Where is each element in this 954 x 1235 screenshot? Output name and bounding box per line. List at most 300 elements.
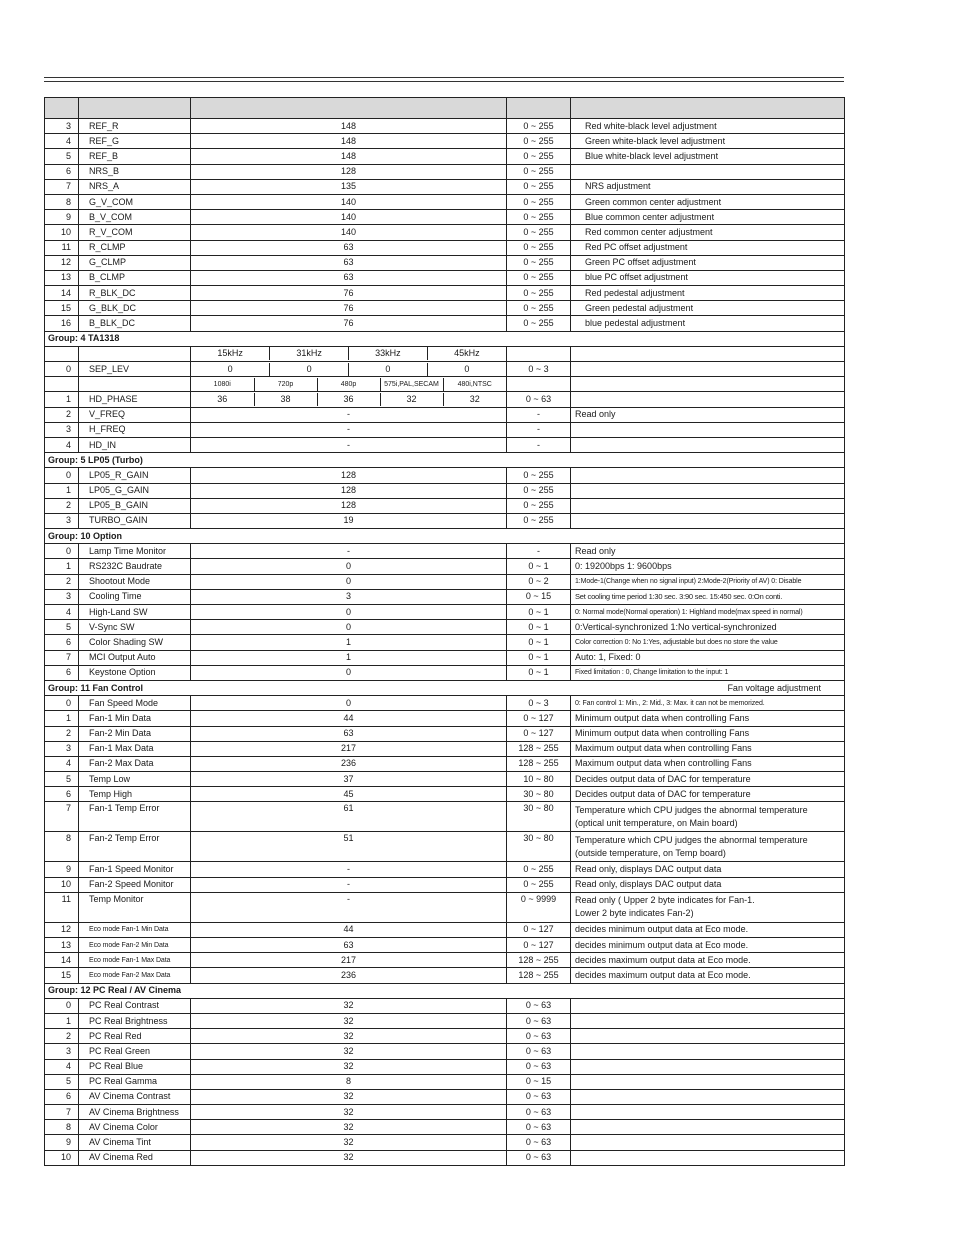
description xyxy=(571,164,845,179)
description xyxy=(571,1013,845,1028)
register-name: R_CLMP xyxy=(79,240,191,255)
row-number: 5 xyxy=(45,149,79,164)
row-number: 4 xyxy=(45,756,79,771)
default-value: 76 xyxy=(191,316,507,331)
register-name: R_V_COM xyxy=(79,225,191,240)
value-range: 0 ~ 255 xyxy=(507,468,571,483)
table-row xyxy=(45,1135,845,1150)
register-name: PC Real Brightness xyxy=(79,1013,191,1028)
table-row xyxy=(45,483,845,498)
header-cell-data xyxy=(191,98,507,119)
group-heading-row xyxy=(45,453,845,468)
value-range: 0 ~ 255 xyxy=(507,164,571,179)
register-name: Temp Monitor xyxy=(79,892,191,922)
table-row xyxy=(45,862,845,877)
value-range: 0 ~ 127 xyxy=(507,726,571,741)
row-number: 2 xyxy=(45,1029,79,1044)
row-number: 5 xyxy=(45,772,79,787)
group-note: Fan voltage adjustment xyxy=(727,682,821,693)
register-name: LP05_G_GAIN xyxy=(79,483,191,498)
sub-value: 480p xyxy=(317,378,380,391)
register-name: REF_R xyxy=(79,119,191,134)
description: NRS adjustment xyxy=(571,179,845,194)
register-name: RS232C Baudrate xyxy=(79,559,191,574)
row-number: 7 xyxy=(45,1105,79,1120)
description xyxy=(571,1150,845,1165)
table-row xyxy=(45,620,845,635)
description xyxy=(571,1120,845,1135)
table-header-row xyxy=(45,98,845,119)
default-value: 236 xyxy=(191,756,507,771)
default-value: 128 xyxy=(191,164,507,179)
default-value: 128 xyxy=(191,498,507,513)
default-value: 45 xyxy=(191,787,507,802)
value-range: 0 ~ 63 xyxy=(507,998,571,1013)
default-value: - xyxy=(191,422,507,437)
default-value: 32 xyxy=(191,1059,507,1074)
default-value: 51 xyxy=(191,832,507,862)
value-range: 0 ~ 63 xyxy=(507,1135,571,1150)
row-number: 12 xyxy=(45,922,79,937)
default-value: 32 xyxy=(191,1029,507,1044)
mode-header-row xyxy=(45,377,845,392)
default-value: 32 xyxy=(191,1013,507,1028)
value-range: 0 ~ 1 xyxy=(507,635,571,650)
value-range xyxy=(507,346,571,361)
value-range: 0 ~ 1 xyxy=(507,665,571,680)
description xyxy=(571,998,845,1013)
description: Read only xyxy=(571,544,845,559)
row-number: 2 xyxy=(45,407,79,422)
row-number xyxy=(45,346,79,361)
default-value: 61 xyxy=(191,802,507,832)
table-row xyxy=(45,665,845,680)
value-range: 0 ~ 255 xyxy=(507,179,571,194)
row-number xyxy=(45,377,79,392)
register-name xyxy=(79,346,191,361)
value-range: 0 ~ 255 xyxy=(507,210,571,225)
row-number: 6 xyxy=(45,635,79,650)
table-row xyxy=(45,149,845,164)
register-name: SEP_LEV xyxy=(79,362,191,377)
default-value: 236 xyxy=(191,968,507,983)
default-value: 63 xyxy=(191,240,507,255)
register-name: Fan-2 Speed Monitor xyxy=(79,877,191,892)
register-name: Fan-1 Min Data xyxy=(79,711,191,726)
default-value: 1 xyxy=(191,650,507,665)
description xyxy=(571,392,845,407)
table-row xyxy=(45,711,845,726)
description: blue pedestal adjustment xyxy=(571,316,845,331)
table-row xyxy=(45,1013,845,1028)
value-range: 0 ~ 3 xyxy=(507,362,571,377)
table-row xyxy=(45,301,845,316)
default-value: 32 xyxy=(191,1150,507,1165)
value-range: 0 ~ 1 xyxy=(507,620,571,635)
group-title-text: Group: 12 PC Real / AV Cinema xyxy=(48,985,182,996)
row-number: 10 xyxy=(45,225,79,240)
default-value: 140 xyxy=(191,225,507,240)
description: Red pedestal adjustment xyxy=(571,286,845,301)
register-name: Temp High xyxy=(79,787,191,802)
description: Auto: 1, Fixed: 0 xyxy=(571,650,845,665)
register-name: Cooling Time xyxy=(79,589,191,604)
table-row xyxy=(45,635,845,650)
value-range: 128 ~ 255 xyxy=(507,968,571,983)
value-range: 30 ~ 80 xyxy=(507,787,571,802)
table-row xyxy=(45,392,845,407)
row-number: 0 xyxy=(45,362,79,377)
table-row xyxy=(45,1089,845,1104)
row-number: 4 xyxy=(45,1059,79,1074)
value-range: - xyxy=(507,437,571,452)
default-value: - xyxy=(191,862,507,877)
value-range: 0 ~ 3 xyxy=(507,696,571,711)
row-number: 2 xyxy=(45,498,79,513)
sub-values-cell xyxy=(191,346,507,361)
value-range: 0 ~ 255 xyxy=(507,194,571,209)
row-number: 8 xyxy=(45,832,79,862)
value-range: 10 ~ 80 xyxy=(507,772,571,787)
register-name: REF_B xyxy=(79,149,191,164)
register-name: AV Cinema Color xyxy=(79,1120,191,1135)
default-value: - xyxy=(191,877,507,892)
row-number: 5 xyxy=(45,1074,79,1089)
table-row xyxy=(45,362,845,377)
value-range: 0 ~ 127 xyxy=(507,938,571,953)
row-number: 3 xyxy=(45,741,79,756)
description: Fixed limitation : 0, Change limitation to the input: 1 xyxy=(571,665,845,680)
row-number: 14 xyxy=(45,953,79,968)
register-name: PC Real Contrast xyxy=(79,998,191,1013)
register-name: PC Real Red xyxy=(79,1029,191,1044)
register-name xyxy=(79,377,191,392)
value-range: 0 ~ 255 xyxy=(507,316,571,331)
sub-value: 480i,NTSC xyxy=(457,380,492,388)
description xyxy=(571,513,845,528)
description xyxy=(571,346,845,361)
register-name: Eco mode Fan-1 Min Data xyxy=(79,922,191,937)
value-range: 0 ~ 255 xyxy=(507,225,571,240)
register-name: Fan-2 Temp Error xyxy=(79,832,191,862)
register-name: B_BLK_DC xyxy=(79,316,191,331)
value-range: 0 ~ 63 xyxy=(507,1044,571,1059)
row-number: 15 xyxy=(45,301,79,316)
table-row xyxy=(45,787,845,802)
row-number: 16 xyxy=(45,316,79,331)
register-name: G_V_COM xyxy=(79,194,191,209)
value-range: 0 ~ 63 xyxy=(507,1029,571,1044)
register-name: Shootout Mode xyxy=(79,574,191,589)
description: Read only, displays DAC output data xyxy=(571,877,845,892)
description: Red white-black level adjustment xyxy=(571,119,845,134)
description: Green pedestal adjustment xyxy=(571,301,845,316)
group-title-text: Group: 5 LP05 (Turbo) xyxy=(48,454,143,465)
sub-value: 38 xyxy=(254,393,317,406)
row-number: 3 xyxy=(45,589,79,604)
table-row xyxy=(45,1029,845,1044)
register-name: REF_G xyxy=(79,134,191,149)
default-value: 76 xyxy=(191,286,507,301)
register-name: LP05_B_GAIN xyxy=(79,498,191,513)
table-row xyxy=(45,134,845,149)
table-row xyxy=(45,1059,845,1074)
register-name: Fan-1 Temp Error xyxy=(79,802,191,832)
table-row xyxy=(45,892,845,922)
value-range: 0 ~ 255 xyxy=(507,513,571,528)
register-name: PC Real Blue xyxy=(79,1059,191,1074)
row-number: 13 xyxy=(45,270,79,285)
description: 0: 19200bps 1: 9600bps xyxy=(571,559,845,574)
value-range: 30 ~ 80 xyxy=(507,832,571,862)
value-range xyxy=(507,377,571,392)
description xyxy=(571,362,845,377)
register-name: HD_IN xyxy=(79,437,191,452)
group-heading-row xyxy=(45,331,845,346)
group-title xyxy=(45,983,845,998)
register-name: Fan-1 Max Data xyxy=(79,741,191,756)
description: decides maximum output data at Eco mode. xyxy=(571,968,845,983)
default-value: 63 xyxy=(191,938,507,953)
register-name: Color Shading SW xyxy=(79,635,191,650)
table-row xyxy=(45,589,845,604)
table-row xyxy=(45,544,845,559)
table-row xyxy=(45,696,845,711)
value-range: 128 ~ 255 xyxy=(507,756,571,771)
table-row xyxy=(45,968,845,983)
register-name: V-Sync SW xyxy=(79,620,191,635)
value-range: 0 ~ 63 xyxy=(507,1013,571,1028)
description xyxy=(571,1059,845,1074)
default-value: 140 xyxy=(191,194,507,209)
default-value: - xyxy=(191,544,507,559)
default-value: 0 xyxy=(191,574,507,589)
register-name: TURBO_GAIN xyxy=(79,513,191,528)
row-number: 10 xyxy=(45,877,79,892)
description: decides maximum output data at Eco mode. xyxy=(571,953,845,968)
row-number: 12 xyxy=(45,255,79,270)
table-row xyxy=(45,270,845,285)
value-range: 0 ~ 255 xyxy=(507,498,571,513)
sub-values-cell xyxy=(191,392,507,407)
value-range: 128 ~ 255 xyxy=(507,953,571,968)
row-number: 2 xyxy=(45,726,79,741)
description: Green PC offset adjustment xyxy=(571,255,845,270)
description xyxy=(571,1135,845,1150)
table-row xyxy=(45,498,845,513)
register-name: Eco mode Fan-2 Max Data xyxy=(79,968,191,983)
table-row xyxy=(45,437,845,452)
default-value: 135 xyxy=(191,179,507,194)
value-range: 0 ~ 63 xyxy=(507,1120,571,1135)
table-row xyxy=(45,210,845,225)
value-range: 0 ~ 63 xyxy=(507,1059,571,1074)
register-name: Fan-2 Max Data xyxy=(79,756,191,771)
default-value: 0 xyxy=(191,620,507,635)
description: Decides output data of DAC for temperature xyxy=(571,772,845,787)
description-line: Lower 2 byte indicates Fan-2) xyxy=(575,908,694,919)
value-range: 0 ~ 1 xyxy=(507,650,571,665)
row-number: 1 xyxy=(45,711,79,726)
row-number: 6 xyxy=(45,665,79,680)
sub-values-cell xyxy=(191,377,507,392)
default-value: 76 xyxy=(191,301,507,316)
row-number: 0 xyxy=(45,468,79,483)
value-range: 0 ~ 63 xyxy=(507,1105,571,1120)
sub-value: 0 xyxy=(191,363,270,376)
table-row xyxy=(45,286,845,301)
row-number: 3 xyxy=(45,1044,79,1059)
register-name: Eco mode Fan-1 Max Data xyxy=(79,953,191,968)
default-value: - xyxy=(191,437,507,452)
value-range: 0 ~ 127 xyxy=(507,711,571,726)
row-number: 7 xyxy=(45,650,79,665)
row-number: 5 xyxy=(45,620,79,635)
row-number: 4 xyxy=(45,605,79,620)
value-range: 0 ~ 2 xyxy=(507,574,571,589)
value-range: 0 ~ 255 xyxy=(507,255,571,270)
table-row xyxy=(45,316,845,331)
table-row xyxy=(45,1074,845,1089)
register-name: G_CLMP xyxy=(79,255,191,270)
value-range: 0 ~ 1 xyxy=(507,605,571,620)
default-value: 217 xyxy=(191,741,507,756)
sub-value: 575i,PAL,SECAM xyxy=(380,378,443,391)
group-title xyxy=(45,331,845,346)
register-name: B_V_COM xyxy=(79,210,191,225)
value-range: 0 ~ 255 xyxy=(507,301,571,316)
table-row xyxy=(45,650,845,665)
table-row xyxy=(45,832,845,862)
description: Green common center adjustment xyxy=(571,194,845,209)
group-title xyxy=(45,529,845,544)
table-row xyxy=(45,1120,845,1135)
group-title xyxy=(45,680,845,695)
default-value: 217 xyxy=(191,953,507,968)
register-name: B_CLMP xyxy=(79,270,191,285)
default-value: 19 xyxy=(191,513,507,528)
header-cell-range xyxy=(507,98,571,119)
description xyxy=(571,468,845,483)
row-number: 9 xyxy=(45,210,79,225)
register-name: Keystone Option xyxy=(79,665,191,680)
table-row xyxy=(45,938,845,953)
default-value: 44 xyxy=(191,922,507,937)
register-name: Fan-1 Speed Monitor xyxy=(79,862,191,877)
row-number: 14 xyxy=(45,286,79,301)
sub-value: 31kHz xyxy=(270,347,349,360)
sub-value: 0 xyxy=(464,363,470,374)
value-range: 0 ~ 255 xyxy=(507,149,571,164)
description-line: (outside temperature, on Temp board) xyxy=(575,847,726,858)
register-name: V_FREQ xyxy=(79,407,191,422)
default-value: 1 xyxy=(191,635,507,650)
description: 0: Normal mode(Normal operation) 1: Highland mode(max speed in normal) xyxy=(571,605,845,620)
table-row xyxy=(45,605,845,620)
description-line: (optical unit temperature, on Main board) xyxy=(575,817,738,828)
register-name: G_BLK_DC xyxy=(79,301,191,316)
register-name: AV Cinema Brightness xyxy=(79,1105,191,1120)
table-row xyxy=(45,255,845,270)
table-row xyxy=(45,998,845,1013)
value-range: 0 ~ 255 xyxy=(507,286,571,301)
register-table xyxy=(44,97,845,1166)
description: Red PC offset adjustment xyxy=(571,240,845,255)
row-number: 0 xyxy=(45,696,79,711)
register-name: NRS_A xyxy=(79,179,191,194)
row-number: 1 xyxy=(45,483,79,498)
value-range: 0 ~ 15 xyxy=(507,589,571,604)
description: 1:Mode-1(Change when no signal input) 2:Mode-2(Priority of AV) 0: Disable xyxy=(571,574,845,589)
description xyxy=(571,892,845,922)
description xyxy=(571,498,845,513)
description: decides minimum output data at Eco mode. xyxy=(571,922,845,937)
row-number: 8 xyxy=(45,1120,79,1135)
row-number: 3 xyxy=(45,119,79,134)
header-cell-description xyxy=(571,98,845,119)
value-range: 0 ~ 9999 xyxy=(507,892,571,922)
value-range: 0 ~ 63 xyxy=(507,392,571,407)
default-value: 32 xyxy=(191,1105,507,1120)
row-number: 8 xyxy=(45,194,79,209)
description: Color correction 0: No 1:Yes, adjustable but does no store the value xyxy=(571,635,845,650)
table-row xyxy=(45,953,845,968)
sub-value: 33kHz xyxy=(349,347,428,360)
value-range: - xyxy=(507,422,571,437)
row-number: 3 xyxy=(45,513,79,528)
row-number: 1 xyxy=(45,1013,79,1028)
description xyxy=(571,802,845,832)
default-value: - xyxy=(191,892,507,922)
default-value: 32 xyxy=(191,998,507,1013)
description: Blue white-black level adjustment xyxy=(571,149,845,164)
value-range: 0 ~ 127 xyxy=(507,922,571,937)
register-name: NRS_B xyxy=(79,164,191,179)
table-row xyxy=(45,225,845,240)
row-number: 3 xyxy=(45,422,79,437)
description: Red common center adjustment xyxy=(571,225,845,240)
row-number: 6 xyxy=(45,1089,79,1104)
group-title xyxy=(45,453,845,468)
row-number: 2 xyxy=(45,574,79,589)
sub-value: 15kHz xyxy=(191,347,270,360)
sub-value: 36 xyxy=(317,393,380,406)
sub-value: 32 xyxy=(469,393,480,404)
row-number: 4 xyxy=(45,134,79,149)
value-range: - xyxy=(507,407,571,422)
description: Maximum output data when controlling Fans xyxy=(571,756,845,771)
table-row xyxy=(45,194,845,209)
description-line: Read only ( Upper 2 byte indicates for Fan-1. xyxy=(575,895,755,906)
default-value: 32 xyxy=(191,1044,507,1059)
table-row xyxy=(45,407,845,422)
register-name: AV Cinema Contrast xyxy=(79,1089,191,1104)
table-row xyxy=(45,513,845,528)
value-range: 0 ~ 255 xyxy=(507,119,571,134)
table-row xyxy=(45,922,845,937)
frequency-header-row xyxy=(45,346,845,361)
row-number: 10 xyxy=(45,1150,79,1165)
row-number: 1 xyxy=(45,392,79,407)
description: Set cooling time period 1:30 sec. 3:90 sec. 15:450 sec. 0:On conti. xyxy=(571,589,845,604)
description: Maximum output data when controlling Fans xyxy=(571,741,845,756)
table-row xyxy=(45,559,845,574)
register-name: AV Cinema Tint xyxy=(79,1135,191,1150)
default-value: 32 xyxy=(191,1120,507,1135)
row-number: 9 xyxy=(45,1135,79,1150)
sub-value: 45kHz xyxy=(454,348,480,359)
table-row xyxy=(45,741,845,756)
